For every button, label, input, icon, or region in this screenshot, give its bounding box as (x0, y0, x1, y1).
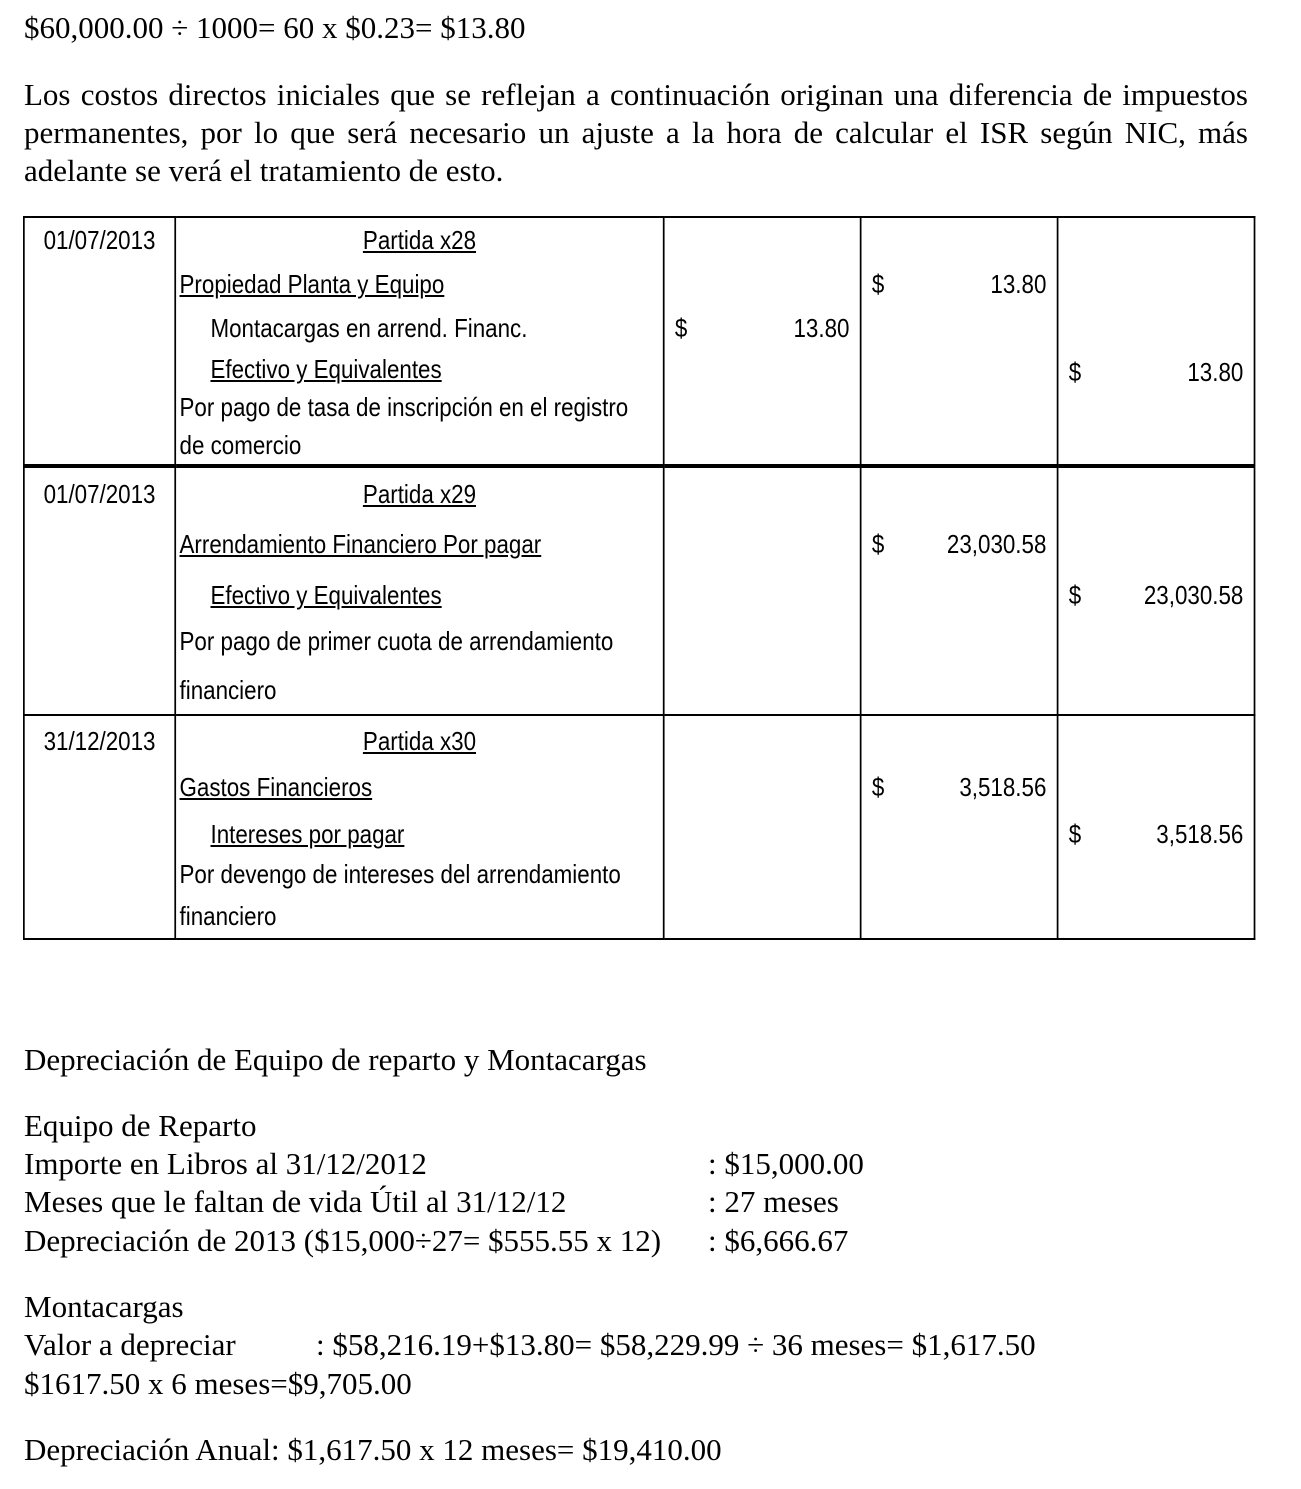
currency-symbol: $ (871, 772, 885, 802)
entry-date-cell (24, 466, 175, 715)
debit-amount (862, 518, 1057, 570)
montacargas-value-label: Valor a depreciar (24, 1327, 236, 1362)
currency-symbol: $ (871, 529, 885, 559)
credit-amount-cell (1058, 715, 1255, 939)
entry-title: Partida x28 (362, 225, 477, 255)
credit-amount-value: 13.80 (1187, 357, 1244, 387)
entry-date-cell (24, 715, 175, 939)
partial-amount-value: 13.80 (793, 313, 850, 343)
credit-amount (1058, 810, 1253, 854)
journal-entry-x28 (24, 217, 1255, 466)
entry-date: 01/07/2013 (43, 479, 156, 509)
debit-amount-cell (861, 217, 1058, 466)
partial-amount-cell (664, 217, 861, 466)
equipo-remaining-life-label: Meses que le faltan de vida Útil al 31/12/12 (24, 1184, 567, 1219)
currency-symbol: $ (674, 313, 688, 343)
credit-amount-cell (1058, 466, 1255, 715)
debit-amount-cell (861, 466, 1058, 715)
entry-description-cell (175, 715, 663, 939)
currency-symbol: $ (1068, 357, 1082, 387)
equipo-depreciation-label: Depreciación de 2013 ($15,000÷27= $555.55 x 12) (24, 1223, 662, 1258)
debit-amount-value: 13.80 (990, 269, 1047, 299)
credit-account: Efectivo y Equivalentes (210, 580, 442, 610)
montacargas-value: : $58,216.19+$13.80= $58,229.99 ÷ 36 meses= $1,617.50 (316, 1327, 1036, 1362)
credit-amount-value: 23,030.58 (1143, 580, 1244, 610)
debit-amount-value: 3,518.56 (959, 772, 1047, 802)
credit-amount-value: 3,518.56 (1156, 819, 1244, 849)
annual-depreciation: Depreciación Anual: $1,617.50 x 12 meses= $19,410.00 (24, 1432, 722, 1467)
depreciation-heading: Depreciación de Equipo de reparto y Montacargas (24, 1042, 647, 1077)
equipo-book-value: : $15,000.00 (708, 1146, 864, 1181)
debit-amount (862, 262, 1057, 306)
currency-symbol: $ (1068, 580, 1082, 610)
journal-entry-x30 (24, 715, 1255, 939)
entry-concept-line1: Por pago de primer cuota de arrendamiento (179, 626, 614, 656)
sub-account: Montacargas en arrend. Financ. (210, 313, 528, 343)
intro-paragraph: Los costos directos iniciales que se reflejan a continuación originan una diferencia de impuestos permanentes, por lo que será necesario un ajuste a la hora de calcular el ISR según NIC, más adelante se verá el tratamiento de esto. (24, 77, 1248, 188)
credit-account: Intereses por pagar (210, 819, 405, 849)
partial-amount-cell (664, 466, 861, 715)
entry-concept-line2: financiero (179, 675, 277, 705)
entry-concept-line1: Por devengo de intereses del arrendamiento (179, 859, 621, 889)
currency-symbol: $ (871, 269, 885, 299)
debit-amount-cell (861, 715, 1058, 939)
entry-concept-line2: de comercio (179, 430, 302, 460)
entry-title: Partida x29 (362, 479, 477, 509)
equipo-book-value-label: Importe en Libros al 31/12/2012 (24, 1146, 427, 1181)
credit-amount (1058, 350, 1253, 394)
debit-account: Gastos Financieros (179, 772, 373, 802)
montacargas-six-months: $1617.50 x 6 meses=$9,705.00 (24, 1366, 412, 1401)
debit-account: Arrendamiento Financiero Por pagar (179, 529, 542, 559)
entry-description-cell (175, 217, 663, 466)
entry-title: Partida x30 (362, 726, 477, 756)
top-calculation: $60,000.00 ÷ 1000= 60 x $0.23= $13.80 (24, 10, 526, 45)
entry-concept-line1: Por pago de tasa de inscripción en el registro (179, 392, 629, 422)
partial-amount-cell (664, 715, 861, 939)
entry-concept-line2: financiero (179, 901, 277, 931)
entry-date: 01/07/2013 (43, 225, 156, 255)
entry-date: 31/12/2013 (43, 726, 156, 756)
debit-amount-value: 23,030.58 (946, 529, 1047, 559)
entry-date-cell (24, 217, 175, 466)
equipo-depreciation: : $6,666.67 (708, 1223, 849, 1258)
credit-amount-cell (1058, 217, 1255, 466)
partial-amount (665, 306, 860, 350)
credit-account: Efectivo y Equivalentes (210, 354, 442, 384)
credit-amount (1058, 570, 1253, 616)
equipo-remaining-life: : 27 meses (708, 1184, 839, 1219)
journal-entry-x29 (24, 466, 1255, 715)
journal-entries-table (23, 216, 1255, 940)
debit-amount (862, 764, 1057, 810)
montacargas-title: Montacargas (24, 1289, 184, 1324)
entry-description-cell (175, 466, 663, 715)
debit-account: Propiedad Planta y Equipo (179, 269, 445, 299)
equipo-title: Equipo de Reparto (24, 1108, 257, 1143)
currency-symbol: $ (1068, 819, 1082, 849)
